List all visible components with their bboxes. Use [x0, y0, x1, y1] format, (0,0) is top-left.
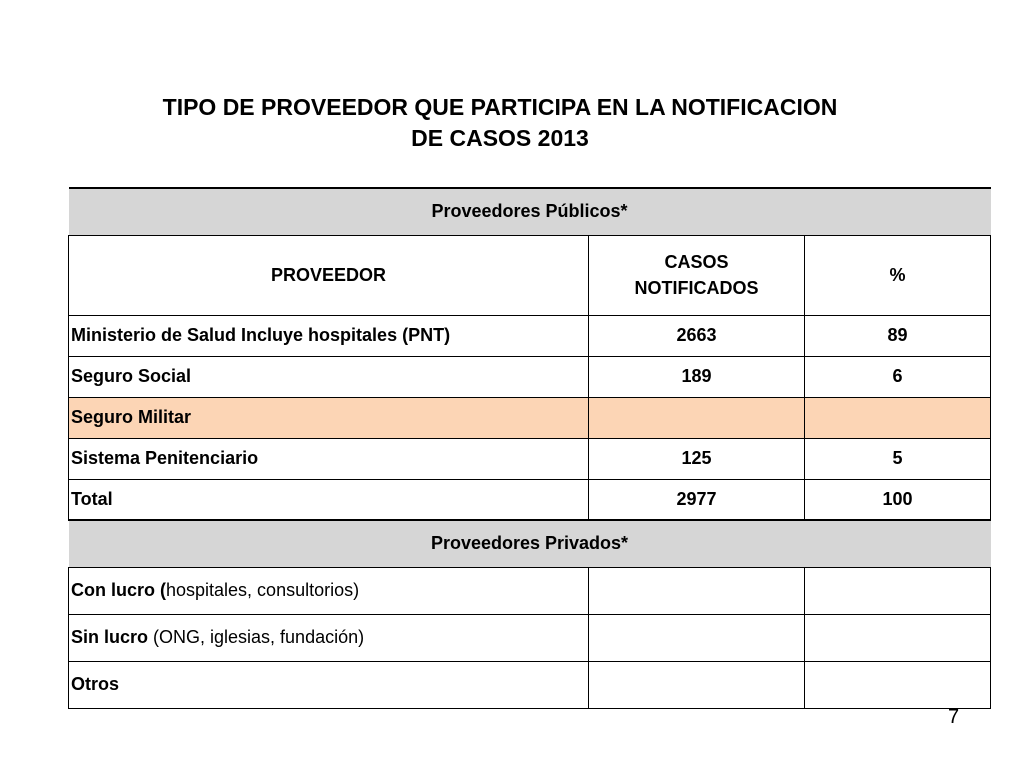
column-header-cases-line2: NOTIFICADOS: [634, 278, 759, 298]
row-percent: 100: [805, 479, 991, 520]
private-section-heading: Proveedores Privados*: [69, 520, 991, 567]
row-label: Sistema Penitenciario: [69, 438, 589, 479]
row-label: Seguro Social: [69, 356, 589, 397]
row-percent: [805, 397, 991, 438]
title-line-2: DE CASOS 2013: [411, 125, 589, 151]
page-title: [0, 92, 1000, 154]
public-section-header-row: [69, 188, 991, 235]
row-percent: [805, 614, 991, 661]
row-label-bold: Sin lucro: [71, 627, 149, 647]
row-label-detail: hospitales, consultorios): [166, 580, 360, 600]
table-row: [69, 567, 991, 614]
row-label: Seguro Militar: [69, 397, 589, 438]
column-header-cases-line1: CASOS: [664, 252, 729, 272]
row-label: [69, 661, 589, 708]
table-row: [69, 614, 991, 661]
row-percent: [805, 567, 991, 614]
private-section-header-row: [69, 520, 991, 567]
row-label-bold: Con lucro (: [71, 580, 166, 600]
column-header-row: [69, 235, 991, 315]
row-label: Total: [69, 479, 589, 520]
row-percent: 6: [805, 356, 991, 397]
row-cases: [589, 661, 805, 708]
providers-table: [68, 187, 991, 709]
total-row: [69, 479, 991, 520]
row-percent: 89: [805, 315, 991, 356]
row-cases: 2663: [589, 315, 805, 356]
row-cases: 189: [589, 356, 805, 397]
row-label-detail: (ONG, iglesias, fundación): [148, 627, 365, 647]
page-number: 7: [948, 706, 960, 728]
row-label-bold: Otros: [71, 674, 120, 694]
table-row: [69, 356, 991, 397]
row-cases: [589, 614, 805, 661]
table-row: [69, 315, 991, 356]
row-label: [69, 567, 589, 614]
row-cases: 2977: [589, 479, 805, 520]
row-label: [69, 614, 589, 661]
table-row: [69, 438, 991, 479]
table-row: [69, 661, 991, 708]
row-percent: [805, 661, 991, 708]
row-label: Ministerio de Salud Incluye hospitales (PNT): [69, 315, 589, 356]
row-percent: 5: [805, 438, 991, 479]
title-line-1: TIPO DE PROVEEDOR QUE PARTICIPA EN LA NOTIFICACION: [162, 94, 838, 120]
table-row-highlighted: [69, 397, 991, 438]
column-header-cases: [589, 235, 805, 315]
row-cases: [589, 397, 805, 438]
row-cases: 125: [589, 438, 805, 479]
column-header-percent: %: [805, 235, 991, 315]
row-cases: [589, 567, 805, 614]
column-header-provider: PROVEEDOR: [69, 235, 589, 315]
public-section-heading: Proveedores Públicos*: [69, 188, 991, 235]
